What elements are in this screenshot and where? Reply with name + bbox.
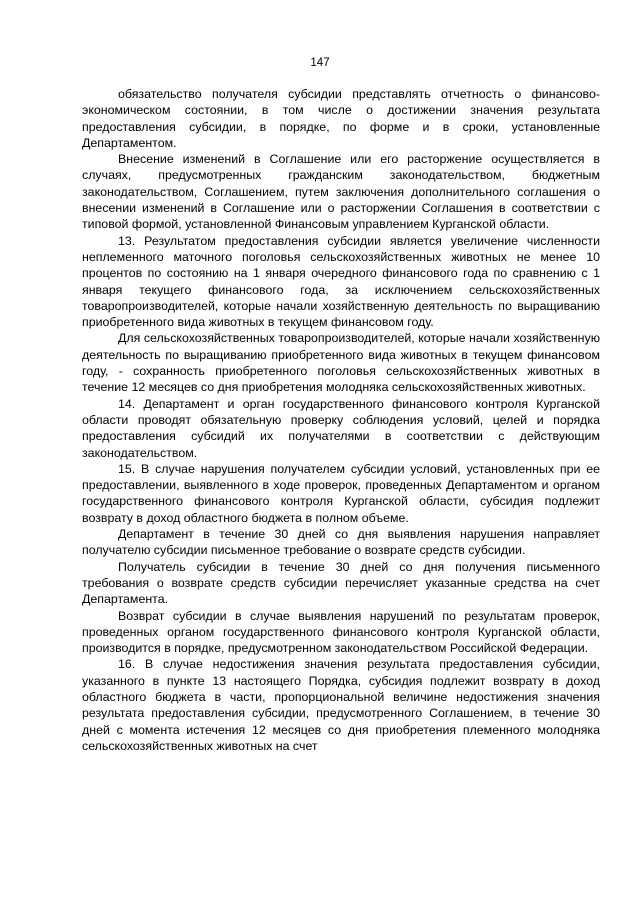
paragraph-15-repayment: Получатель субсидии в течение 30 дней со дня получения письменного требования о возврате средств субсидии перечисляет указанные средства на счет Департамента. <box>82 559 600 607</box>
paragraph-13-new-producers: Для сельскохозяйственных товаропроизводителей, которые начали хозяйственную деятельность по выращиванию приобретенного вида животных в текущем финансовом году, - сохранность приобретенного поголовья сельскохозяйственных животных в течение 12 месяцев со дня приобретения молодняка сельскохозяйственных животных. <box>82 331 600 395</box>
paragraph-16-shortfall: 16. В случае недостижения значения результата предоставления субсидии, указанного в пункте 13 настоящего Порядка, субсидия подлежит возврату в доход областного бюджета в части, пропорциональной величине недостижения значения результата предоставления субсидии, предусмотренного Соглашением, в течение 30 дней с момента истечения 12 месяцев со дня приобретения племенного молодняка сельскохозяйственных животных на счет <box>82 657 600 753</box>
page-number: 147 <box>310 57 330 69</box>
paragraph-15-violation: 15. В случае нарушения получателем субсидии условий, установленных при ее предоставлении, выявленного в ходе проверок, проведенных Департаментом и органом государственного финансового контроля Курганской области, субсидия подлежит возврату в доход областного бюджета в полном объеме. <box>82 461 600 525</box>
paragraph-agreement-changes: Внесение изменений в Соглашение или его расторжение осуществляется в случаях, предусмотренных гражданским законодательством, бюджетным законодательством, Соглашением, путем заключения дополнительного соглашения о внесении изменений в Соглашение или о расторжении Соглашения в соответствии с типовой формой, установленной Финансовым управлением Курганской области. <box>82 152 600 232</box>
paragraph-15-audit-return: Возврат субсидии в случае выявления нарушений по результатам проверок, проведенных органом государственного финансового контроля Курганской области, производится в порядке, предусмотренном законодательством Российской Федерации. <box>82 608 600 656</box>
paragraph-reporting-obligation: обязательство получателя субсидии представлять отчетность о финансово-экономическом состоянии, в том числе о достижении значения результата предоставления субсидии, в порядке, по форме и в сроки, установленные Департаментом. <box>82 87 600 150</box>
paragraph-13-result: 13. Результатом предоставления субсидии является увеличение численности неплеменного маточного поголовья сельскохозяйственных животных не менее 10 процентов по состоянию на 1 января очередного финансового года по сравнению с 1 января текущего финансового года, за исключением сельскохозяйственных товаропроизводителей, которые начали хозяйственную деятельность по выращиванию приобретенного вида животных в текущем финансовом году. <box>82 233 600 330</box>
paragraph-15-notice: Департамент в течение 30 дней со дня выявления нарушения направляет получателю субсидии письменное требование о возврате средств субсидии. <box>82 527 600 558</box>
paragraph-14-control: 14. Департамент и орган государственного финансового контроля Курганской области проводят обязательную проверку соблюдения условий, целей и порядка предоставления субсидий их получателями в соответствии с действующим законодательством. <box>82 396 600 460</box>
document-body <box>82 86 600 754</box>
